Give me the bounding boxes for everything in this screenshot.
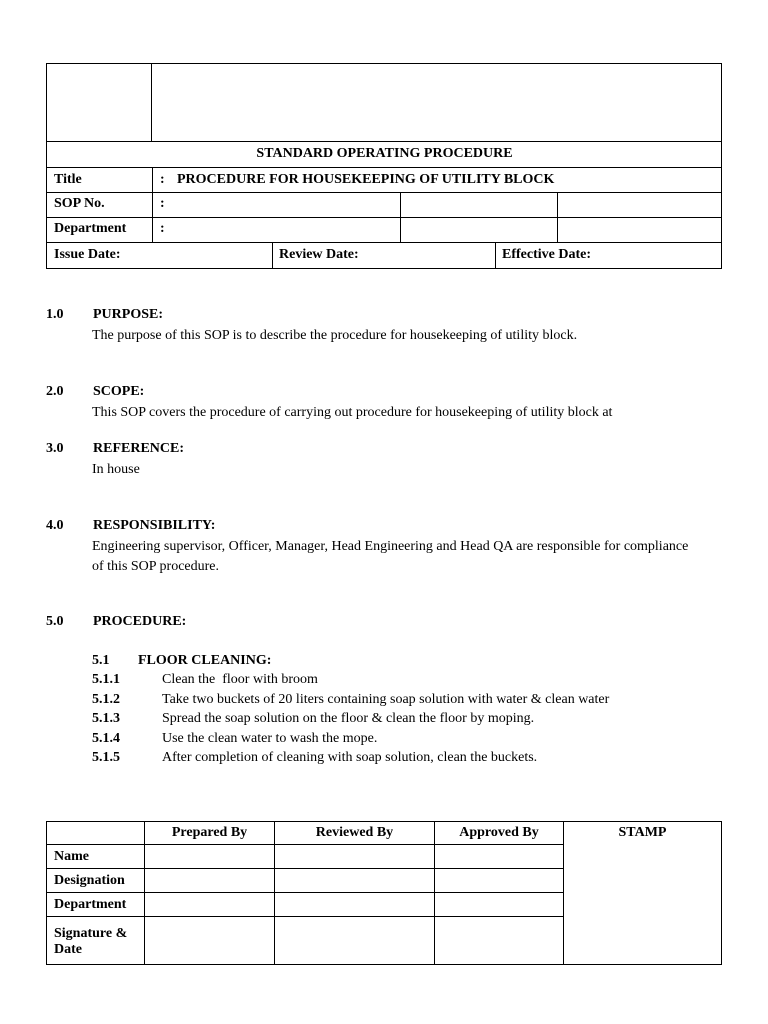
- step-text: After completion of cleaning with soap solution, clean the buckets.: [162, 750, 538, 765]
- section-number: 2.0: [46, 384, 64, 399]
- column-header-prepared-by: Prepared By: [171, 825, 248, 840]
- column-header-reviewed-by: Reviewed By: [315, 825, 394, 840]
- step-text: Take two buckets of 20 liters containing soap solution with water & clean water: [162, 692, 610, 707]
- department-label: Department: [54, 221, 127, 236]
- sop-no-colon: :: [160, 196, 165, 211]
- column-header-approved-by: Approved By: [459, 825, 539, 840]
- step-number: 5.1.1: [92, 672, 120, 687]
- subsection-number: 5.1: [92, 653, 110, 668]
- stamp-area: [564, 845, 721, 964]
- column-header-stamp: STAMP: [618, 825, 667, 840]
- step-number: 5.1.4: [92, 731, 120, 746]
- row-label-department: Department: [54, 897, 127, 912]
- row-label-signature-date: Signature & Date: [54, 926, 128, 957]
- section-title: REFERENCE:: [93, 441, 185, 456]
- step-text: Clean the floor with broom: [162, 672, 318, 687]
- section-number: 4.0: [46, 518, 64, 533]
- title-label: Title: [54, 172, 82, 187]
- department-colon: :: [160, 221, 165, 236]
- section-title: PROCEDURE:: [93, 614, 187, 629]
- section-title: SCOPE:: [93, 384, 145, 399]
- step-number: 5.1.5: [92, 750, 120, 765]
- sop-no-label: SOP No.: [54, 196, 105, 211]
- step-number: 5.1.3: [92, 711, 120, 726]
- step-text: Use the clean water to wash the mope.: [162, 731, 378, 746]
- document-type-heading: STANDARD OPERATING PROCEDURE: [256, 146, 513, 161]
- title-colon: :: [160, 172, 165, 187]
- section-title: RESPONSIBILITY:: [93, 518, 216, 533]
- section-number: 1.0: [46, 307, 64, 322]
- section-number: 3.0: [46, 441, 64, 456]
- section-text: Engineering supervisor, Officer, Manager, Head Engineering and Head QA are responsible for compliance of this SOP procedure.: [92, 539, 689, 574]
- subsection-title: FLOOR CLEANING:: [138, 653, 272, 668]
- step-text: Spread the soap solution on the floor & clean the floor by moping.: [162, 711, 535, 726]
- issue-date-label: Issue Date:: [54, 247, 121, 262]
- company-banner-area: [152, 64, 721, 141]
- logo-placeholder: [47, 64, 151, 141]
- section-number: 5.0: [46, 614, 64, 629]
- step-number: 5.1.2: [92, 692, 120, 707]
- section-text: This SOP covers the procedure of carrying out procedure for housekeeping of utility block at: [92, 405, 613, 420]
- title-value: PROCEDURE FOR HOUSEKEEPING OF UTILITY BLOCK: [177, 172, 555, 187]
- row-label-name: Name: [54, 849, 89, 864]
- section-text: In house: [92, 462, 140, 477]
- section-text: The purpose of this SOP is to describe the procedure for housekeeping of utility block.: [92, 328, 578, 343]
- row-label-designation: Designation: [54, 873, 125, 888]
- effective-date-label: Effective Date:: [502, 247, 592, 262]
- section-title: PURPOSE:: [93, 307, 163, 322]
- review-date-label: Review Date:: [279, 247, 359, 262]
